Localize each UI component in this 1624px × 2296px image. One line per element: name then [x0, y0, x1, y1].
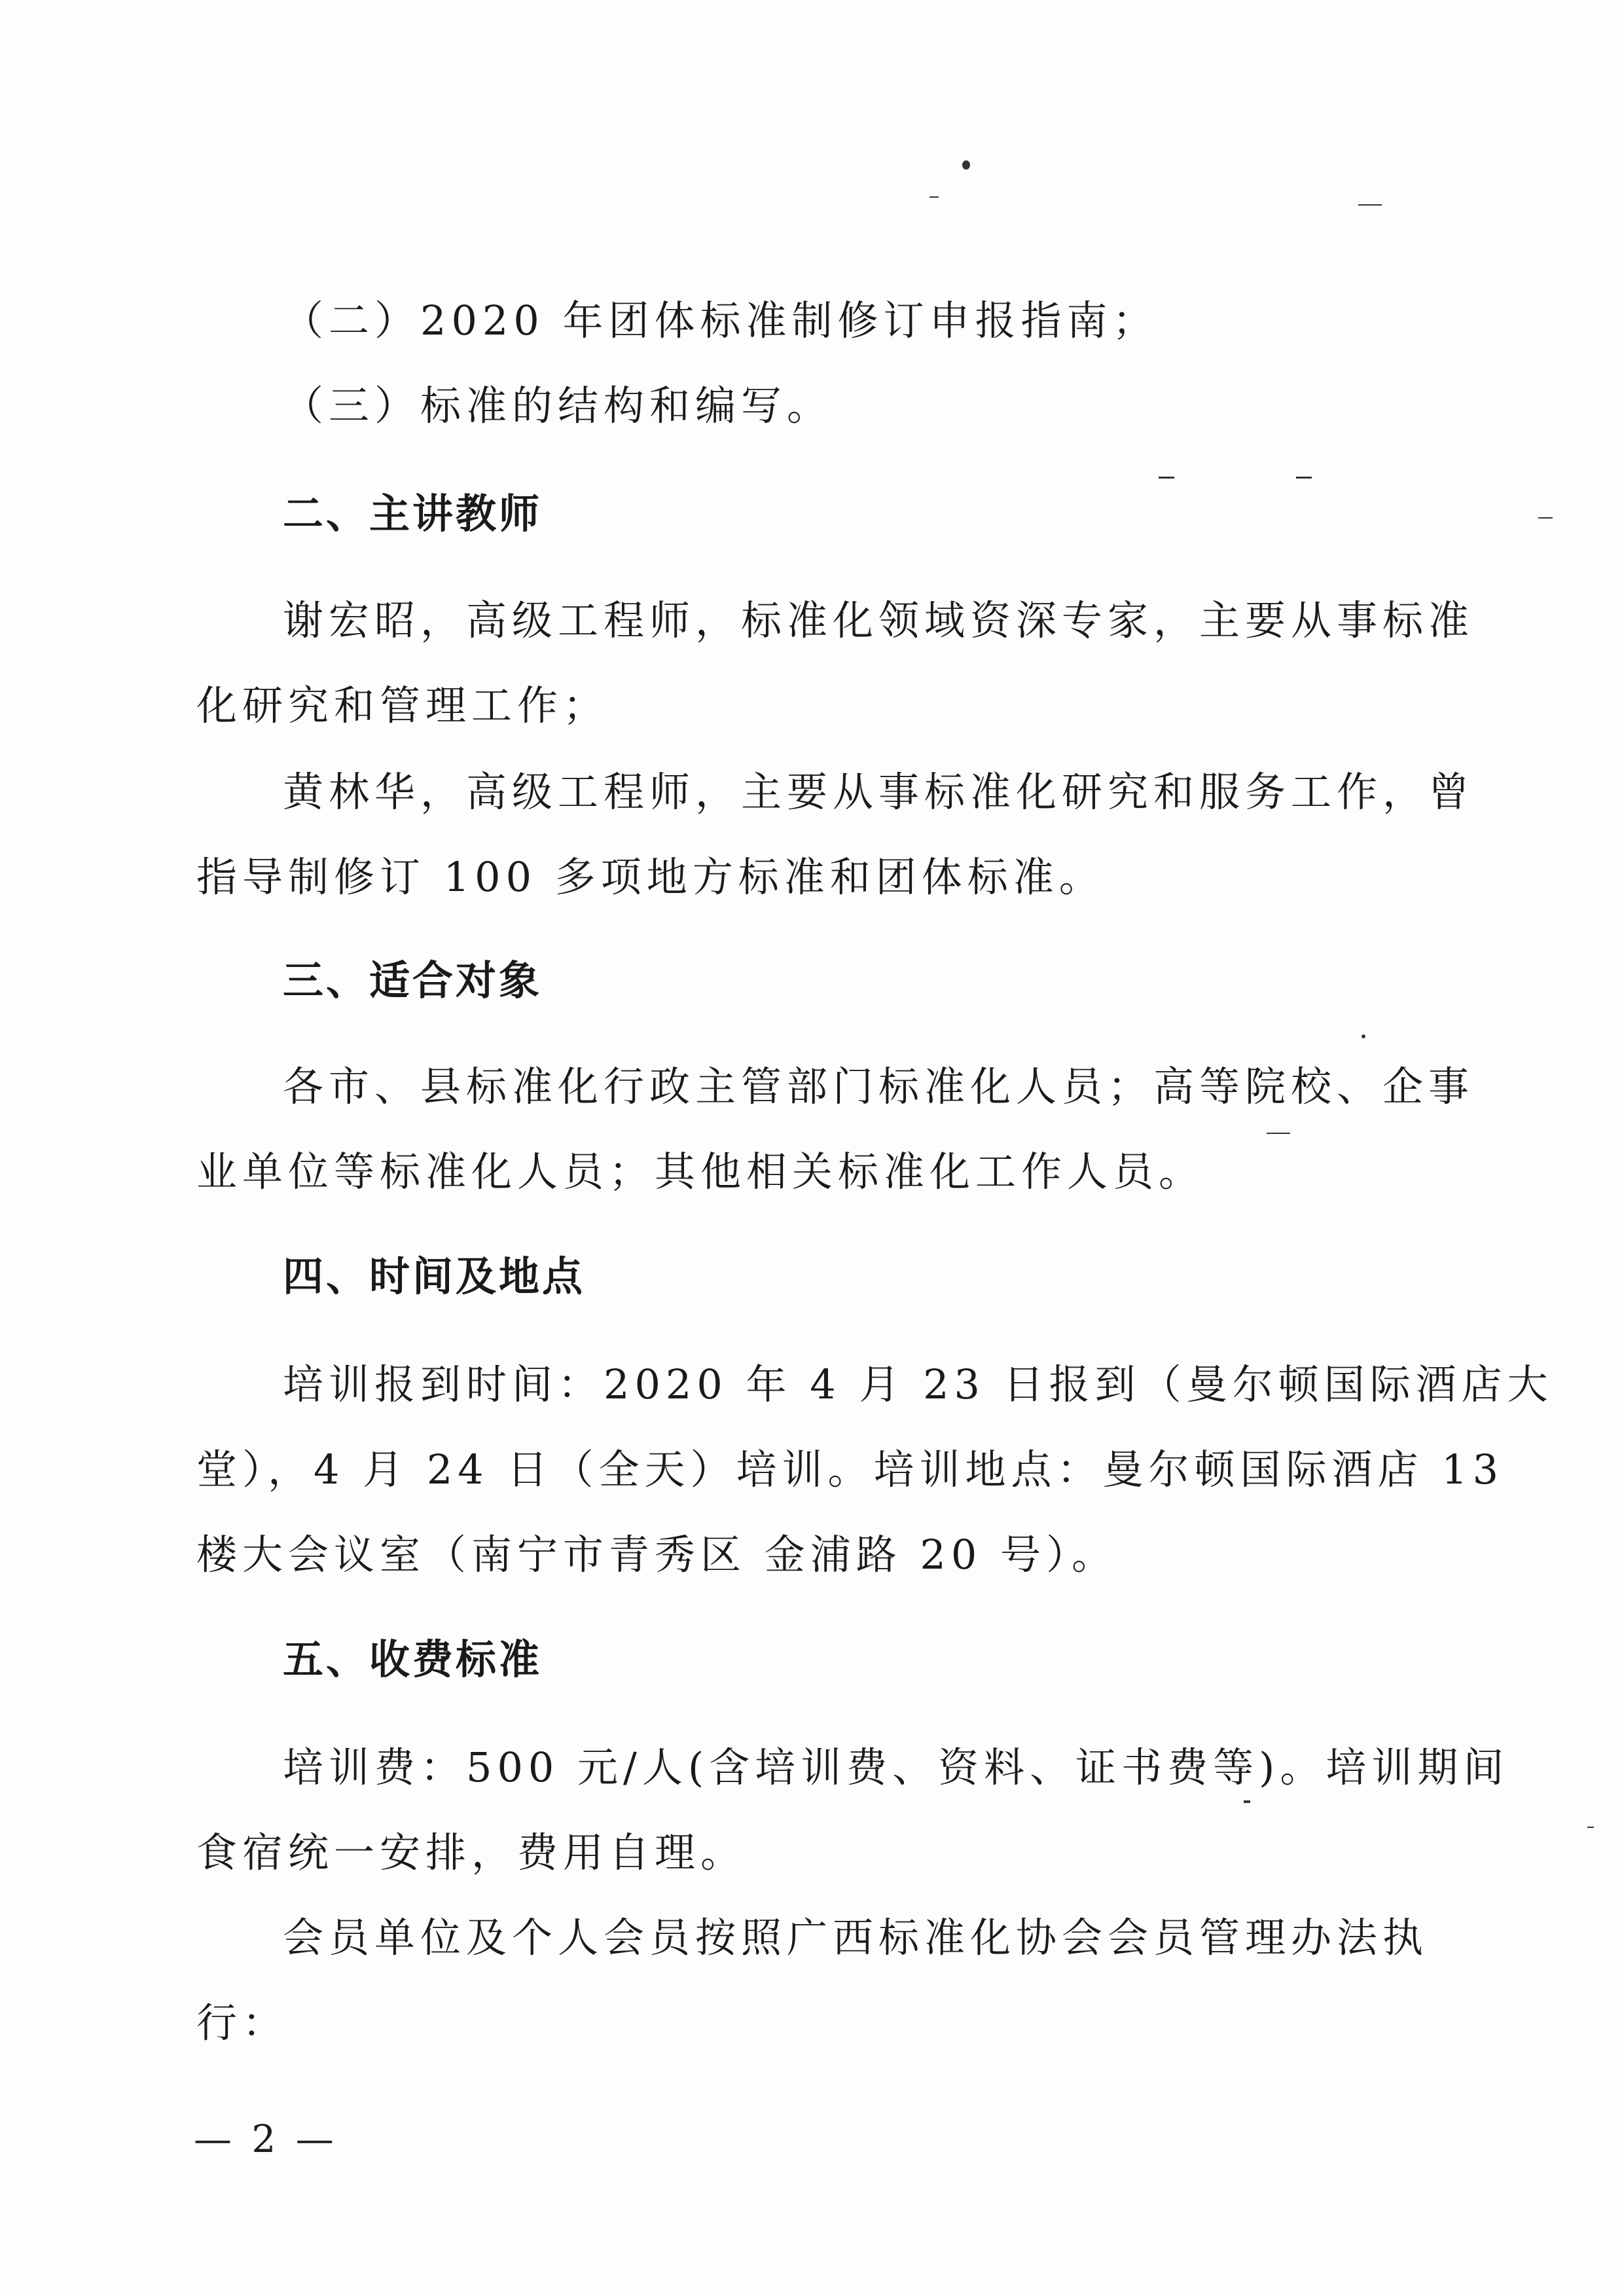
scan-speck: [1538, 517, 1553, 519]
members-line-2: 行：: [196, 1999, 289, 2047]
time-place-line-2: 堂），4 月 24 日（全天）培训。培训地点：曼尔顿国际酒店 13: [196, 1446, 1504, 1493]
scan-speck: [1296, 477, 1312, 479]
fees-line-1: 培训费：500 元/人(含培训费、资料、证书费等)。培训期间: [283, 1743, 1509, 1791]
instructor-2-line-2: 指导制修订 100 多项地方标准和团体标准。: [196, 853, 1105, 901]
scan-speck: [962, 160, 970, 170]
section-heading-instructors: 二、主讲教师: [283, 490, 543, 538]
list-item-structure: （三）标准的结构和编写。: [283, 382, 833, 429]
section-heading-audience: 三、适合对象: [283, 957, 543, 1004]
list-item-guide: （二）2020 年团体标准制修订申报指南；: [283, 297, 1159, 344]
time-place-line-1: 培训报到时间：2020 年 4 月 23 日报到（曼尔顿国际酒店大: [283, 1360, 1553, 1408]
fees-line-2: 食宿统一安排，费用自理。: [196, 1829, 747, 1876]
instructor-2-line-1: 黄林华，高级工程师，主要从事标准化研究和服务工作，曾: [283, 768, 1475, 816]
scan-speck: [1358, 204, 1382, 206]
page-number: — 2 —: [194, 2117, 338, 2161]
instructor-1-line-2: 化研究和管理工作；: [196, 682, 609, 729]
audience-line-1: 各市、县标准化行政主管部门标准化人员；高等院校、企事: [283, 1063, 1475, 1110]
members-line-1: 会员单位及个人会员按照广西标准化协会会员管理办法执: [283, 1914, 1429, 1961]
scan-speck: [1362, 1034, 1365, 1038]
scan-speck: [1159, 477, 1174, 479]
section-heading-time-place: 四、时间及地点: [283, 1252, 586, 1300]
instructor-1-line-1: 谢宏昭，高级工程师，标准化领域资深专家，主要从事标准: [283, 596, 1475, 644]
scan-speck: [1587, 1827, 1594, 1828]
time-place-line-3: 楼大会议室（南宁市青秀区 金浦路 20 号）。: [196, 1531, 1118, 1578]
scan-speck: [929, 196, 939, 198]
scan-speck: [1267, 1133, 1290, 1134]
audience-line-2: 业单位等标准化人员；其他相关标准化工作人员。: [196, 1148, 1205, 1195]
section-heading-fees: 五、收费标准: [283, 1635, 543, 1683]
scan-speck: [1244, 1800, 1250, 1803]
